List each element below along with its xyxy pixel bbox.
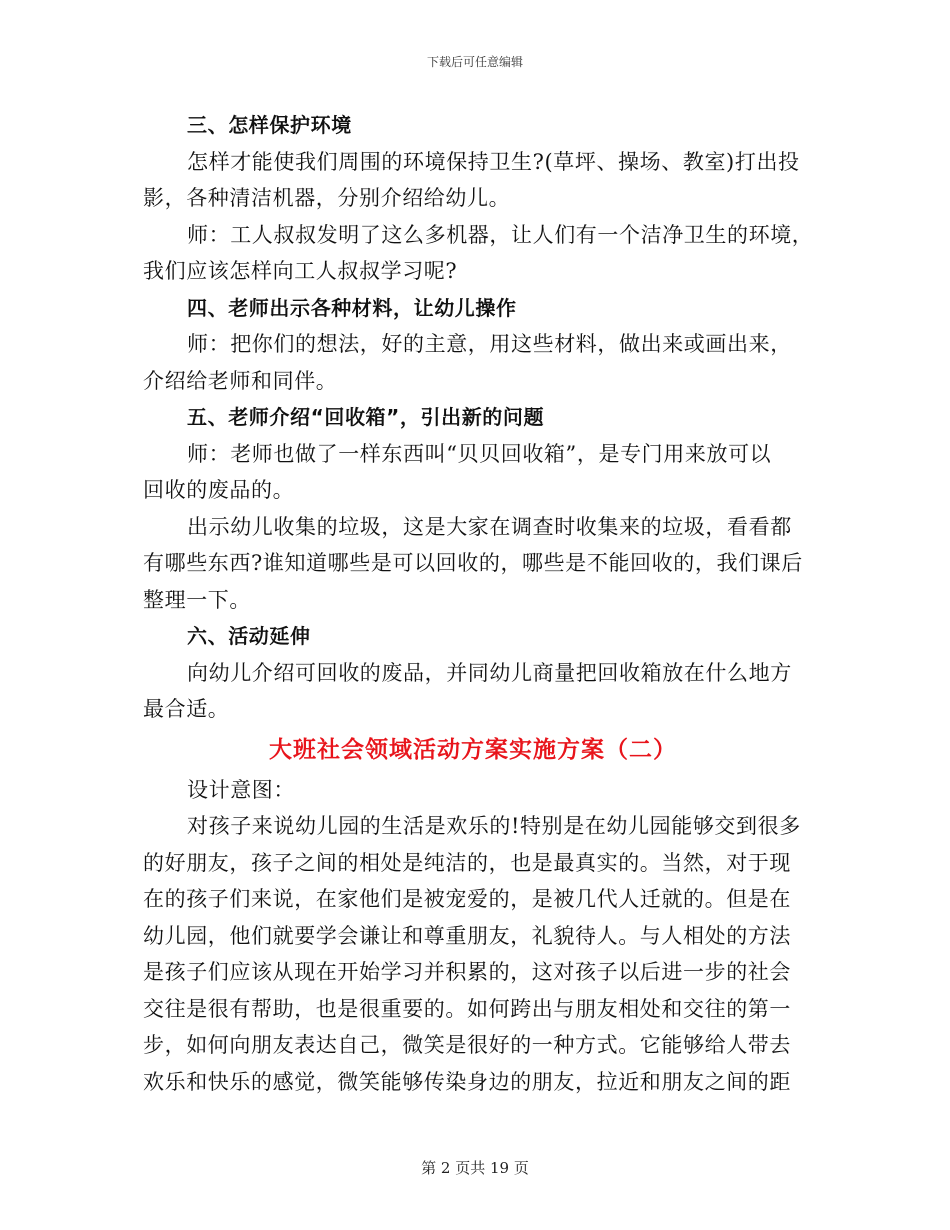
page-footer: 第 2 页共 19 页 <box>421 1159 529 1177</box>
paragraph-line: 设计意图： <box>187 777 295 802</box>
section-heading: 六、活动延伸 <box>187 624 311 648</box>
paragraph-line: 对孩子来说幼儿园的生活是欢乐的!特别是在幼儿园能够交到很多 <box>187 814 801 838</box>
section-heading: 三、怎样保护环境 <box>187 113 352 137</box>
paragraph-line: 步，如何向朋友表达自己，微笑是很好的一种方式。它能够给人带去 <box>143 1033 791 1057</box>
paragraph-line: 怎样才能使我们周围的环境保持卫生?(草坪、操场、教室)打出投 <box>187 149 800 174</box>
paragraph-line: 我们应该怎样向工人叔叔学习呢? <box>143 259 458 283</box>
paragraph-line: 整理一下。 <box>143 587 251 612</box>
paragraph-line: 交往是很有帮助，也是很重要的。如何跨出与朋友相处和交往的第一 <box>143 996 791 1021</box>
paragraph-line: 师：把你们的想法，好的主意，用这些材料，做出来或画出来， <box>187 332 792 356</box>
paragraph-line: 师：老师也做了一样东西叫“贝贝回收箱”，是专门用来放可以 <box>187 441 772 466</box>
section-heading: 五、老师介绍“回收箱”，引出新的问题 <box>187 405 545 429</box>
paragraph-line: 的好朋友，孩子之间的相处是纯洁的，也是最真实的。当然，对于现 <box>143 850 791 875</box>
paragraph-line: 在的孩子们来说，在家他们是被宠爱的，是被几代人迁就的。但是在 <box>143 887 791 911</box>
paragraph-line: 师：工人叔叔发明了这么多机器，让人们有一个洁净卫生的环境， <box>187 222 814 247</box>
paragraph-line: 欢乐和快乐的感觉，微笑能够传染身边的朋友，拉近和朋友之间的距 <box>143 1069 791 1094</box>
paragraph-line: 出示幼儿收集的垃圾，这是大家在调查时收集来的垃圾，看看都 <box>187 514 792 539</box>
paragraph-line: 是孩子们应该从现在开始学习并积累的，这对孩子以后进一步的社会 <box>143 960 791 984</box>
paragraph-line: 向幼儿介绍可回收的废品，并同幼儿商量把回收箱放在什么地方 <box>187 660 792 685</box>
section-heading: 四、老师出示各种材料，让幼儿操作 <box>187 295 517 320</box>
page-header: 下载后可任意编辑 <box>426 55 523 69</box>
paragraph-line: 影，各种清洁机器，分别介绍给幼儿。 <box>143 186 511 210</box>
document-body <box>143 107 814 1100</box>
document-title: 大班社会领域活动方案实施方案（二） <box>269 736 677 763</box>
paragraph-line: 有哪些东西?谁知道哪些是可以回收的，哪些是不能回收的，我们课后 <box>143 551 803 575</box>
paragraph-line: 最合适。 <box>143 697 230 721</box>
paragraph-line: 介绍给老师和同伴。 <box>143 368 338 393</box>
paragraph-line: 幼儿园，他们就要学会谦让和尊重朋友，礼貌待人。与人相处的方法 <box>143 923 791 948</box>
paragraph-line: 回收的废品的。 <box>143 478 295 502</box>
